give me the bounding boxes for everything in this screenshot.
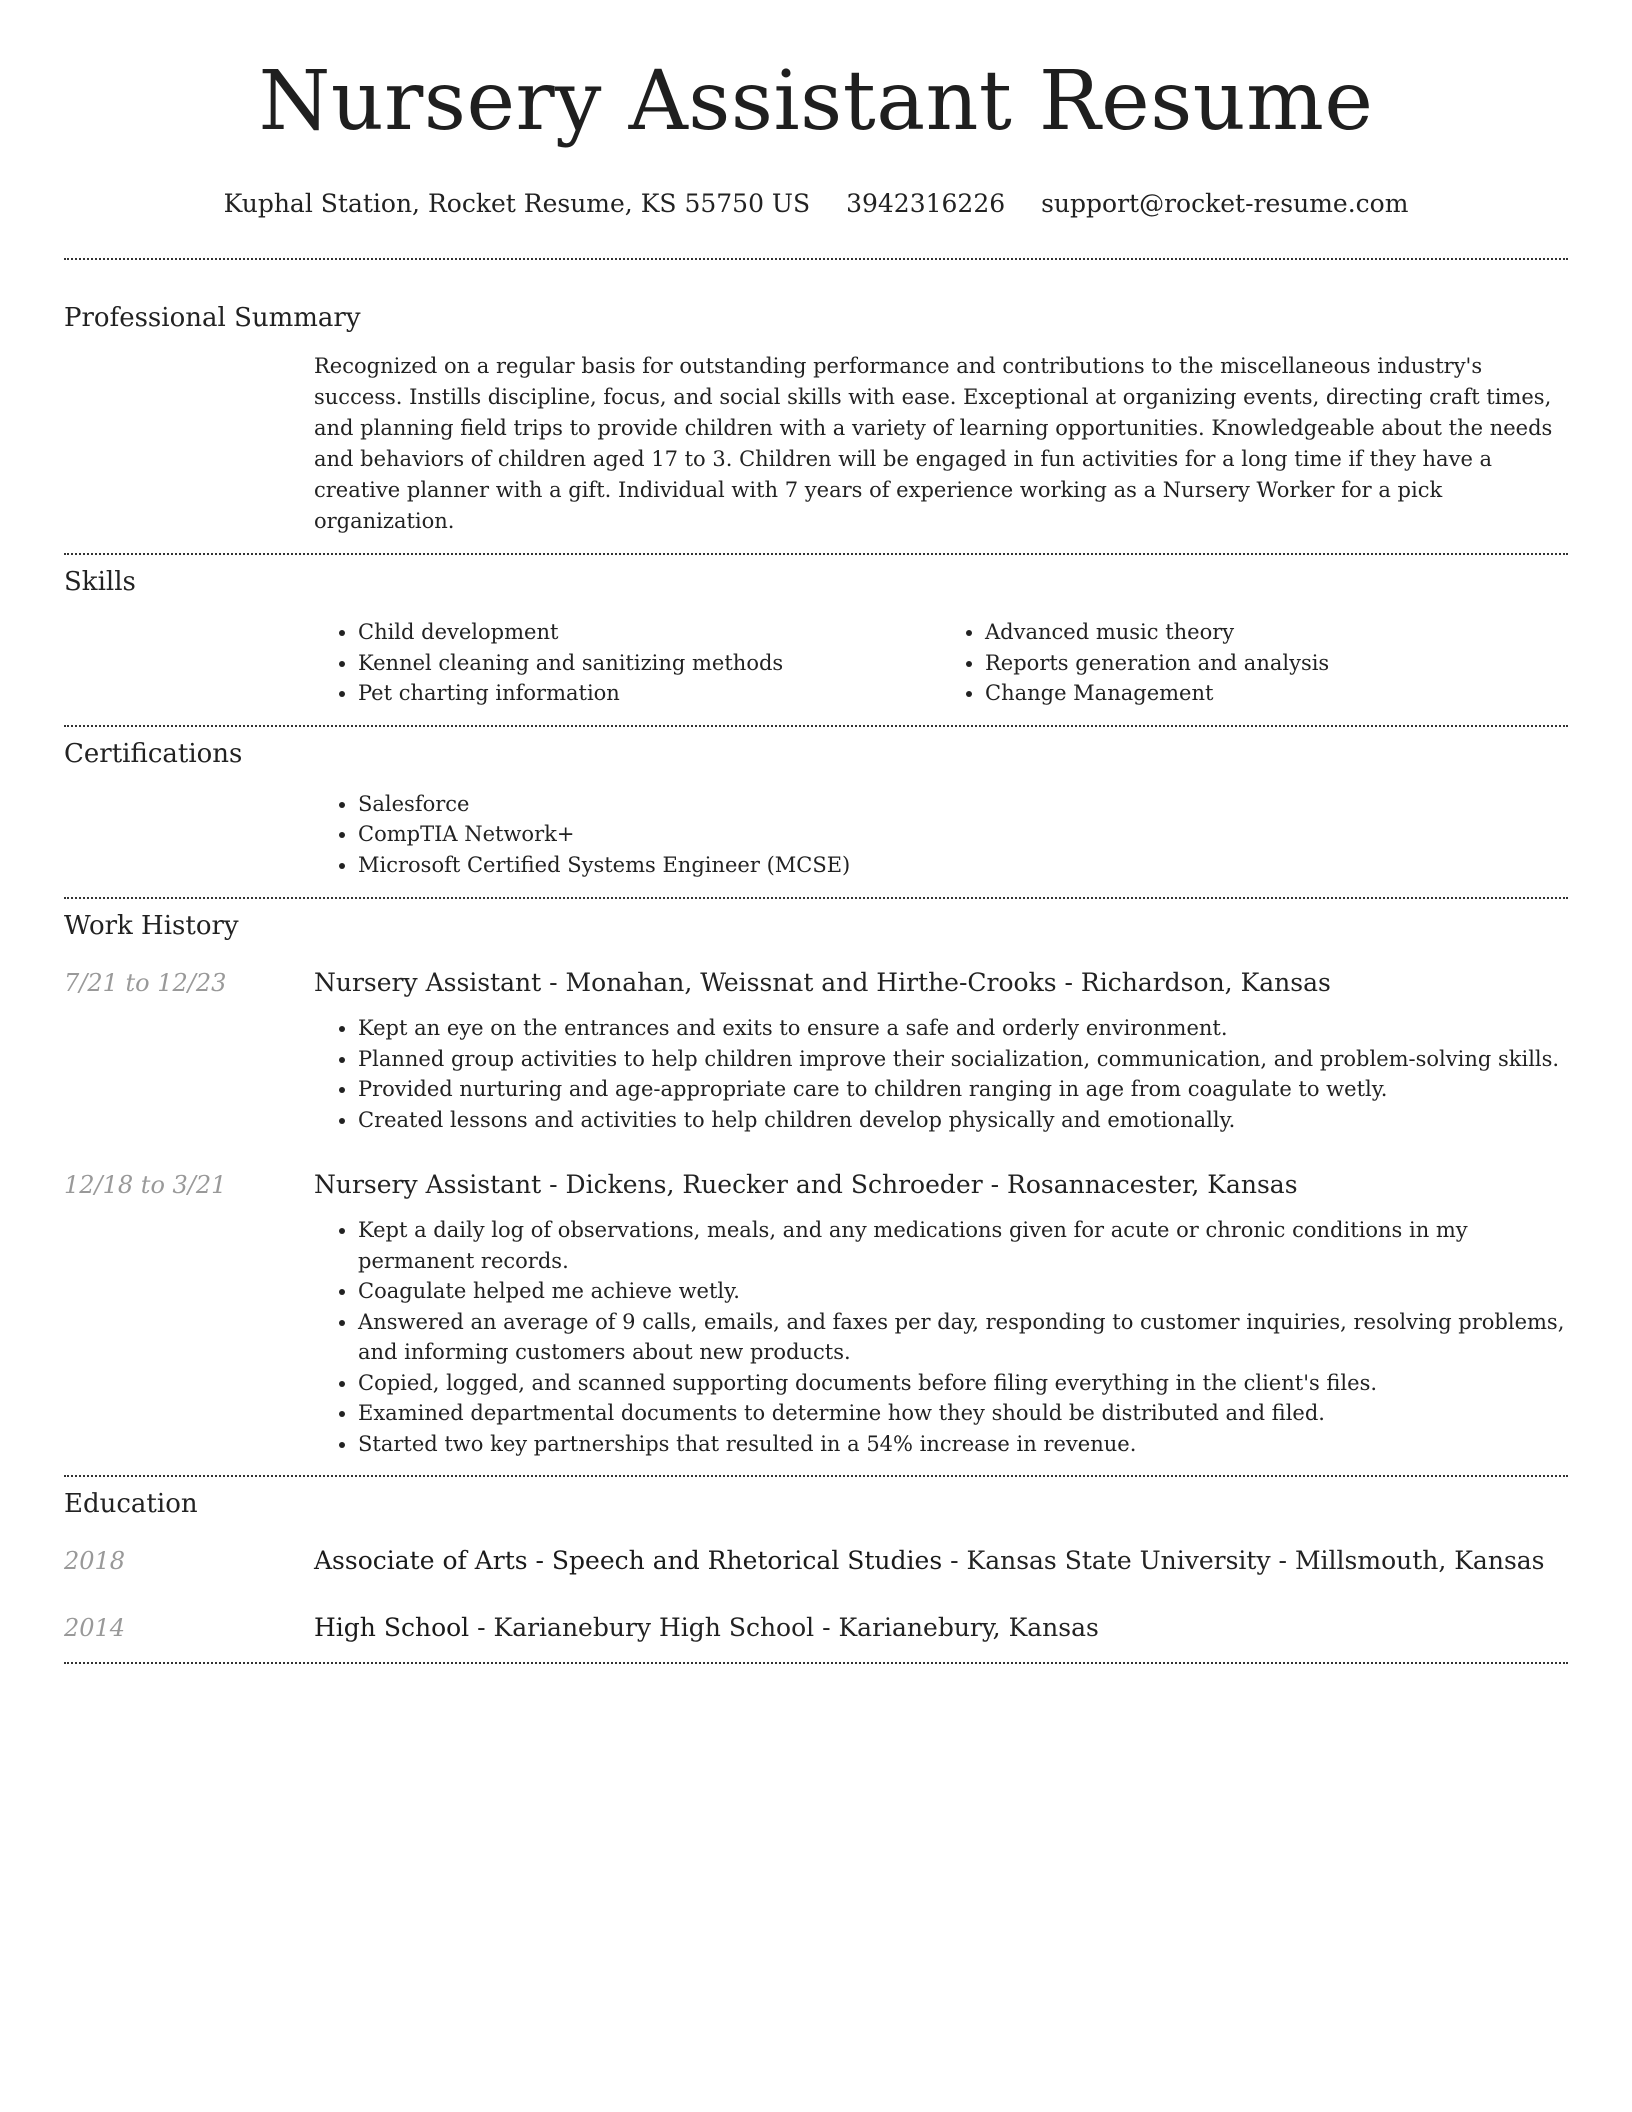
list-item: • Provided nurturing and age-appropriate care to children ranging in age from coagulate to wetly.: [358, 1074, 1568, 1105]
divider: [64, 897, 1568, 899]
work-section: [64, 909, 1568, 1459]
education-section: [64, 1487, 1568, 1644]
list-item: • Coagulate helped me achieve wetly.: [358, 1276, 1568, 1307]
contact-line: [64, 188, 1568, 220]
education-date: 2018: [64, 1547, 126, 1575]
list-item: • Started two key partnerships that resulted in a 54% increase in revenue.: [358, 1429, 1568, 1460]
education-degree: High School: [314, 1613, 470, 1642]
job-date: 7/21 to 12/23: [64, 969, 227, 997]
section-heading: Education: [64, 1489, 198, 1519]
list-item: • Examined departmental documents to determine how they should be distributed and filed.: [358, 1398, 1568, 1429]
list-item: • Child development: [358, 617, 941, 648]
list-item: • Kept an eye on the entrances and exits to ensure a safe and orderly environment.: [358, 1013, 1568, 1044]
list-item: • CompTIA Network+: [358, 819, 1568, 850]
list-item: • Pet charting information: [358, 678, 941, 709]
education-details: - Kansas State University - Millsmouth, Kansas: [942, 1546, 1545, 1575]
contact-address: Kuphal Station, Rocket Resume, KS 55750 US: [223, 189, 811, 218]
certifications-section: [64, 737, 1568, 881]
job-entry: [64, 967, 1568, 1135]
divider: [64, 553, 1568, 555]
skills-list-right: [941, 617, 1568, 709]
divider: [64, 258, 1568, 260]
list-item: • Change Management: [985, 678, 1568, 709]
job-bullets: [314, 1215, 1568, 1459]
list-item: • Planned group activities to help children improve their socialization, communication, and problem-solving skills.: [358, 1044, 1568, 1075]
section-heading: Certifications: [64, 738, 243, 769]
summary-section: [64, 301, 1568, 537]
list-item: • Microsoft Certified Systems Engineer (MCSE): [358, 850, 1568, 881]
job-date: 12/18 to 3/21: [64, 1171, 227, 1199]
job-title: Nursery Assistant - Dickens, Ruecker and Schroeder - Rosannacester, Kansas: [314, 1170, 1298, 1199]
contact-email: support@rocket-resume.com: [1041, 189, 1409, 218]
list-item: • Advanced music theory: [985, 617, 1568, 648]
divider: [64, 1662, 1568, 1664]
list-item: • Copied, logged, and scanned supporting documents before filing everything in the client's files.: [358, 1368, 1568, 1399]
list-item: • Kennel cleaning and sanitizing methods: [358, 648, 941, 679]
education-date: 2014: [64, 1614, 126, 1642]
job-entry: [64, 1169, 1568, 1459]
section-heading: Skills: [64, 567, 136, 597]
list-item: • Created lessons and activities to help children develop physically and emotionally.: [358, 1105, 1568, 1136]
job-bullets: [314, 1013, 1568, 1135]
education-degree: Associate of Arts - Speech and Rhetorical Studies: [314, 1546, 943, 1575]
resume-page: [64, 0, 1568, 1664]
divider: [64, 725, 1568, 727]
job-title: Nursery Assistant - Monahan, Weissnat and Hirthe-Crooks - Richardson, Kansas: [314, 968, 1331, 997]
section-heading: Professional Summary: [64, 303, 361, 333]
summary-text: Recognized on a regular basis for outstanding performance and contributions to the miscellaneous industry's success. Instills discipline, focus, and social skills with ease. Exceptional at organizing events, directing craft times, and planning field trips to provide children with a variety of learning opportunities. Knowledgeable about the needs and behaviors of children aged 17 to 3. Children will be engaged in fun activities for a long time if they have a creative planner with a gift. Individual with 7 years of experience working as a Nursery Worker for a pick organization.: [314, 354, 1553, 533]
list-item: • Answered an average of 9 calls, emails, and faxes per day, responding to customer inquiries, resolving problems, and informing customers about new products.: [358, 1307, 1568, 1368]
list-item: • Kept a daily log of observations, meals, and any medications given for acute or chronic conditions in my permanent records.: [358, 1215, 1568, 1276]
education-details: - Karianebury High School - Karianebury, Kansas: [469, 1613, 1099, 1642]
education-entry: [64, 1612, 1568, 1644]
skills-list-left: [314, 617, 941, 709]
skills-section: [64, 565, 1568, 709]
list-item: • Salesforce: [358, 789, 1568, 820]
contact-phone: 3942316226: [846, 189, 1006, 218]
list-item: • Reports generation and analysis: [985, 648, 1568, 679]
certifications-list: [314, 789, 1568, 881]
resume-title: Nursery Assistant Resume: [258, 54, 1374, 149]
divider: [64, 1475, 1568, 1477]
section-heading: Work History: [64, 911, 239, 941]
education-entry: [64, 1545, 1568, 1577]
